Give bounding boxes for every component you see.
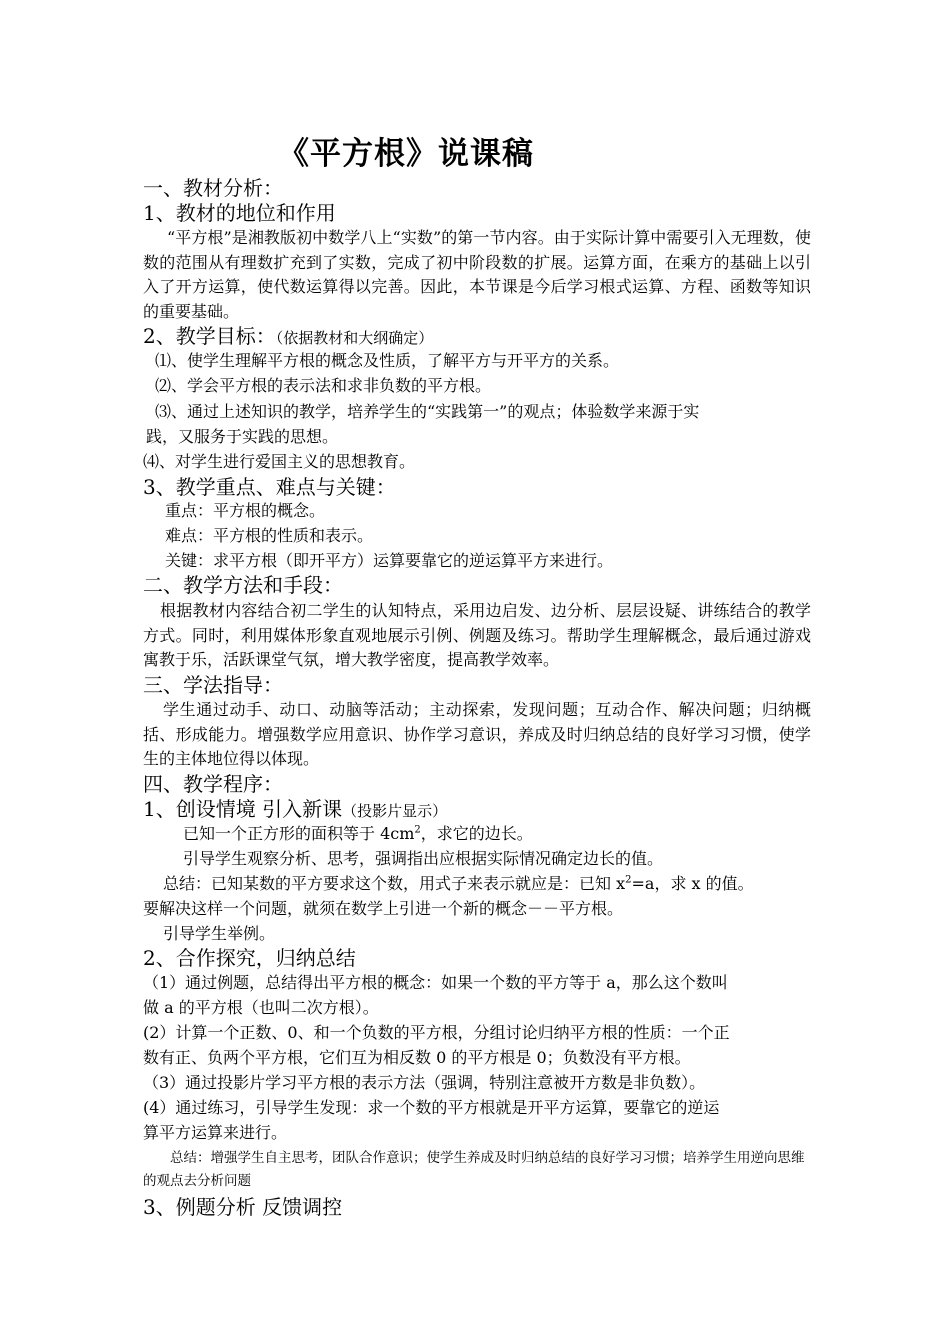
- sub-2-note: （依据教材和大纲确定）: [275, 329, 434, 347]
- intro-line-3-end: =a，求 x 的值。: [631, 874, 754, 893]
- intro-line-3: [163, 872, 754, 896]
- intro-line-1: [183, 822, 533, 846]
- goal-3-line-2: 践，又服务于实践的思想。: [146, 427, 339, 446]
- item-2-line-1: (2）计算一个正数、0、和一个负数的平方根，分组讨论归纳平方根的性质：一个正: [143, 1023, 730, 1042]
- key-point-key: 关键：求平方根（即开平方）运算要靠它的逆运算平方来进行。: [165, 551, 614, 570]
- section-1-sub-3: 3、教学重点、难点与关键：: [143, 475, 396, 499]
- intro-line-5: 引导学生举例。: [163, 924, 276, 943]
- intro-line-1-sup: 2: [414, 824, 421, 836]
- summary-note: 总结：增强学生自主思考，团队合作意识；使学生养成及时归纳总结的良好学习习惯；培养学生用逆向思维的观点去分析问题: [143, 1150, 805, 1189]
- section-2-heading: 二、教学方法和手段：: [143, 573, 343, 597]
- goal-2: ⑵、学会平方根的表示法和求非负数的平方根。: [155, 376, 492, 395]
- section-3-paragraph: 学生通过动手、动口、动脑等活动；主动探索，发现问题；互动合作、解决问题；归纳概括、形成能力。增强数学应用意识、协作学习意识，养成及时归纳总结的良好学习习惯，使学生的主体地位得以体现。: [143, 700, 811, 768]
- section-1-heading: 一、教材分析：: [143, 176, 283, 200]
- sub-1-label: 1、创设情境 引入新课: [143, 797, 343, 821]
- section-1-sub-2: [143, 324, 433, 350]
- goal-4: ⑷、对学生进行爱国主义的思想教育。: [143, 452, 416, 471]
- section-1-sub-1: 1、教材的地位和作用: [143, 201, 336, 225]
- sub-2-label: 2、教学目标：: [143, 324, 276, 348]
- item-1-line-2: 做 a 的平方根（也叫二次方根）。: [143, 998, 379, 1017]
- section-4-sub-3: 3、例题分析 反馈调控: [143, 1195, 343, 1219]
- section-2-paragraph: 根据教材内容结合初二学生的认知特点，采用边启发、边分析、层层设疑、讲练结合的教学方式。同时，利用媒体形象直观地展示引例、例题及练习。帮助学生理解概念，最后通过游戏寓教于乐，活跃课堂气氛，增大教学密度，提高教学效率。: [143, 601, 811, 669]
- document-title: 《平方根》说课稿: [278, 136, 534, 172]
- item-4-line-2: 算平方运算来进行。: [143, 1123, 288, 1142]
- section-4-heading: 四、教学程序：: [143, 772, 283, 796]
- intro-line-1-end: ，求它的边长。: [420, 824, 533, 843]
- sub-1-note: （投影片显示）: [342, 802, 448, 820]
- item-1-line-1: （1）通过例题，总结得出平方根的概念：如果一个数的平方等于 a，那么这个数叫: [143, 973, 728, 992]
- goal-1: ⑴、使学生理解平方根的概念及性质，了解平方与开平方的关系。: [155, 351, 620, 370]
- key-point-focus: 重点：平方根的概念。: [165, 501, 326, 520]
- item-3: （3）通过投影片学习平方根的表示方法（强调，特别注意被开方数是非负数）。: [143, 1073, 706, 1092]
- intro-line-2: 引导学生观察分析、思考，强调指出应根据实际情况确定边长的值。: [183, 849, 664, 868]
- key-point-difficulty: 难点：平方根的性质和表示。: [165, 526, 374, 545]
- intro-line-1-text: 已知一个正方形的面积等于 4cm: [183, 824, 415, 843]
- intro-line-3-sup: 2: [625, 874, 632, 886]
- section-1-paragraph: “平方根”是湘教版初中数学八上“实数”的第一节内容。由于实际计算中需要引入无理数，使数的范围从有理数扩充到了实数，完成了初中阶段数的扩展。运算方面，在乘方的基础上以引入了开方运算，使代数运算得以完善。因此，本节课是今后学习根式运算、方程、函数等知识的重要基础。: [143, 228, 811, 321]
- goal-3-line-1: ⑶、通过上述知识的教学，培养学生的“实践第一”的观点；体验数学来源于实: [155, 402, 700, 421]
- item-2-line-2: 数有正、负两个平方根，它们互为相反数 0 的平方根是 0；负数没有平方根。: [143, 1048, 691, 1067]
- intro-line-3-text: 总结：已知某数的平方要求这个数，用式子来表示就应是：已知 x: [163, 874, 626, 893]
- item-4-line-1: (4）通过练习，引导学生发现：求一个数的平方根就是开平方运算，要靠它的逆运: [143, 1098, 720, 1117]
- section-4-sub-1: [143, 797, 447, 823]
- section-4-sub-2: 2、合作探究，归纳总结: [143, 946, 356, 970]
- section-3-heading: 三、学法指导：: [143, 673, 283, 697]
- intro-line-4: 要解决这样一个问题，就须在数学上引进一个新的概念－－平方根。: [143, 899, 624, 918]
